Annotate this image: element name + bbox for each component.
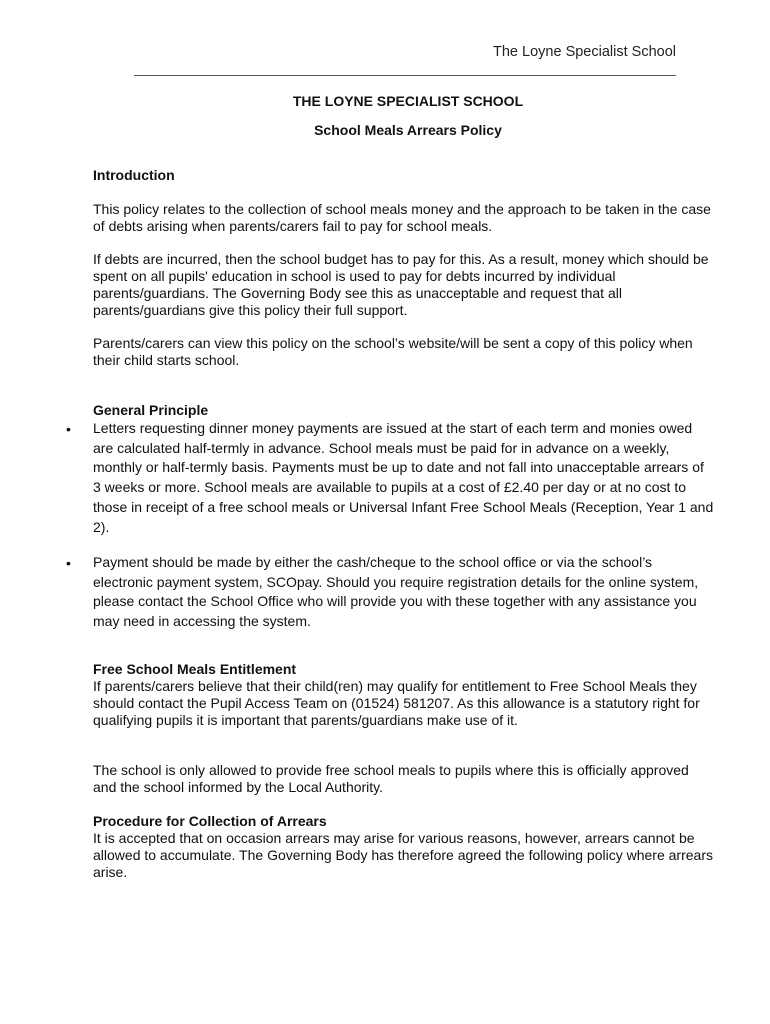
arrears-procedure-heading: Procedure for Collection of Arrears	[93, 813, 327, 829]
bullet-marker: •	[66, 555, 71, 571]
introduction-paragraph-2: If debts are incurred, then the school budget has to pay for this. As a result, money which should be spent on all pupils' education in school is used to pay for debts incurred by individual parents/guardians. The Governing Body see this as unacceptable and request that all parents/guardians give this policy their full support.	[93, 251, 709, 318]
running-header: The Loyne Specialist School	[493, 44, 676, 60]
introduction-heading: Introduction	[93, 167, 175, 183]
introduction-paragraph-1: This policy relates to the collection of school meals money and the approach to be taken in the case of debts arising when parents/carers fail to pay for school meals.	[93, 201, 711, 234]
bullet-marker: •	[66, 421, 71, 437]
general-principle-heading: General Principle	[93, 402, 209, 418]
free-school-meals-heading: Free School Meals Entitlement	[93, 661, 297, 677]
document-title: THE LOYNE SPECIALIST SCHOOL	[292, 93, 524, 109]
document-subtitle: School Meals Arrears Policy	[314, 122, 502, 138]
header-divider	[134, 75, 676, 76]
arrears-procedure-paragraph-1: It is accepted that on occasion arrears may arise for various reasons, however, arrears cannot be allowed to accumulate. The Governing Body has therefore agreed the following policy where arrears arise.	[93, 830, 713, 880]
free-school-meals-paragraph-2: The school is only allowed to provide free school meals to pupils where this is officially approved and the school informed by the Local Authority.	[93, 762, 689, 795]
general-principle-bullet-2: Payment should be made by either the cash/cheque to the school office or via the school’s electronic payment system, SCOpay. Should you require registration details for the online system, please contact the School Office who will provide you with these together with any assistance you may need in accessing the system.	[93, 554, 699, 630]
general-principle-bullet-1: Letters requesting dinner money payments are issued at the start of each term and monies owed are calculated half-termly in advance. School meals must be paid for in advance on a weekly, monthly or half-termly basis. Payments must be up to date and not fall into unacceptable arrears of 3 weeks or more. School meals are available to pupils at a cost of £2.40 per day or at no cost to those in receipt of a free school meals or Universal Infant Free School Meals (Reception, Year 1 and 2).	[93, 420, 714, 535]
introduction-paragraph-3: Parents/carers can view this policy on the school’s website/will be sent a copy of this policy when their child starts school.	[93, 335, 693, 368]
free-school-meals-paragraph-1: If parents/carers believe that their child(ren) may qualify for entitlement to Free School Meals they should contact the Pupil Access Team on (01524) 581207. As this allowance is a statutory right for qualifying pupils it is important that parents/guardians make use of it.	[93, 678, 700, 728]
